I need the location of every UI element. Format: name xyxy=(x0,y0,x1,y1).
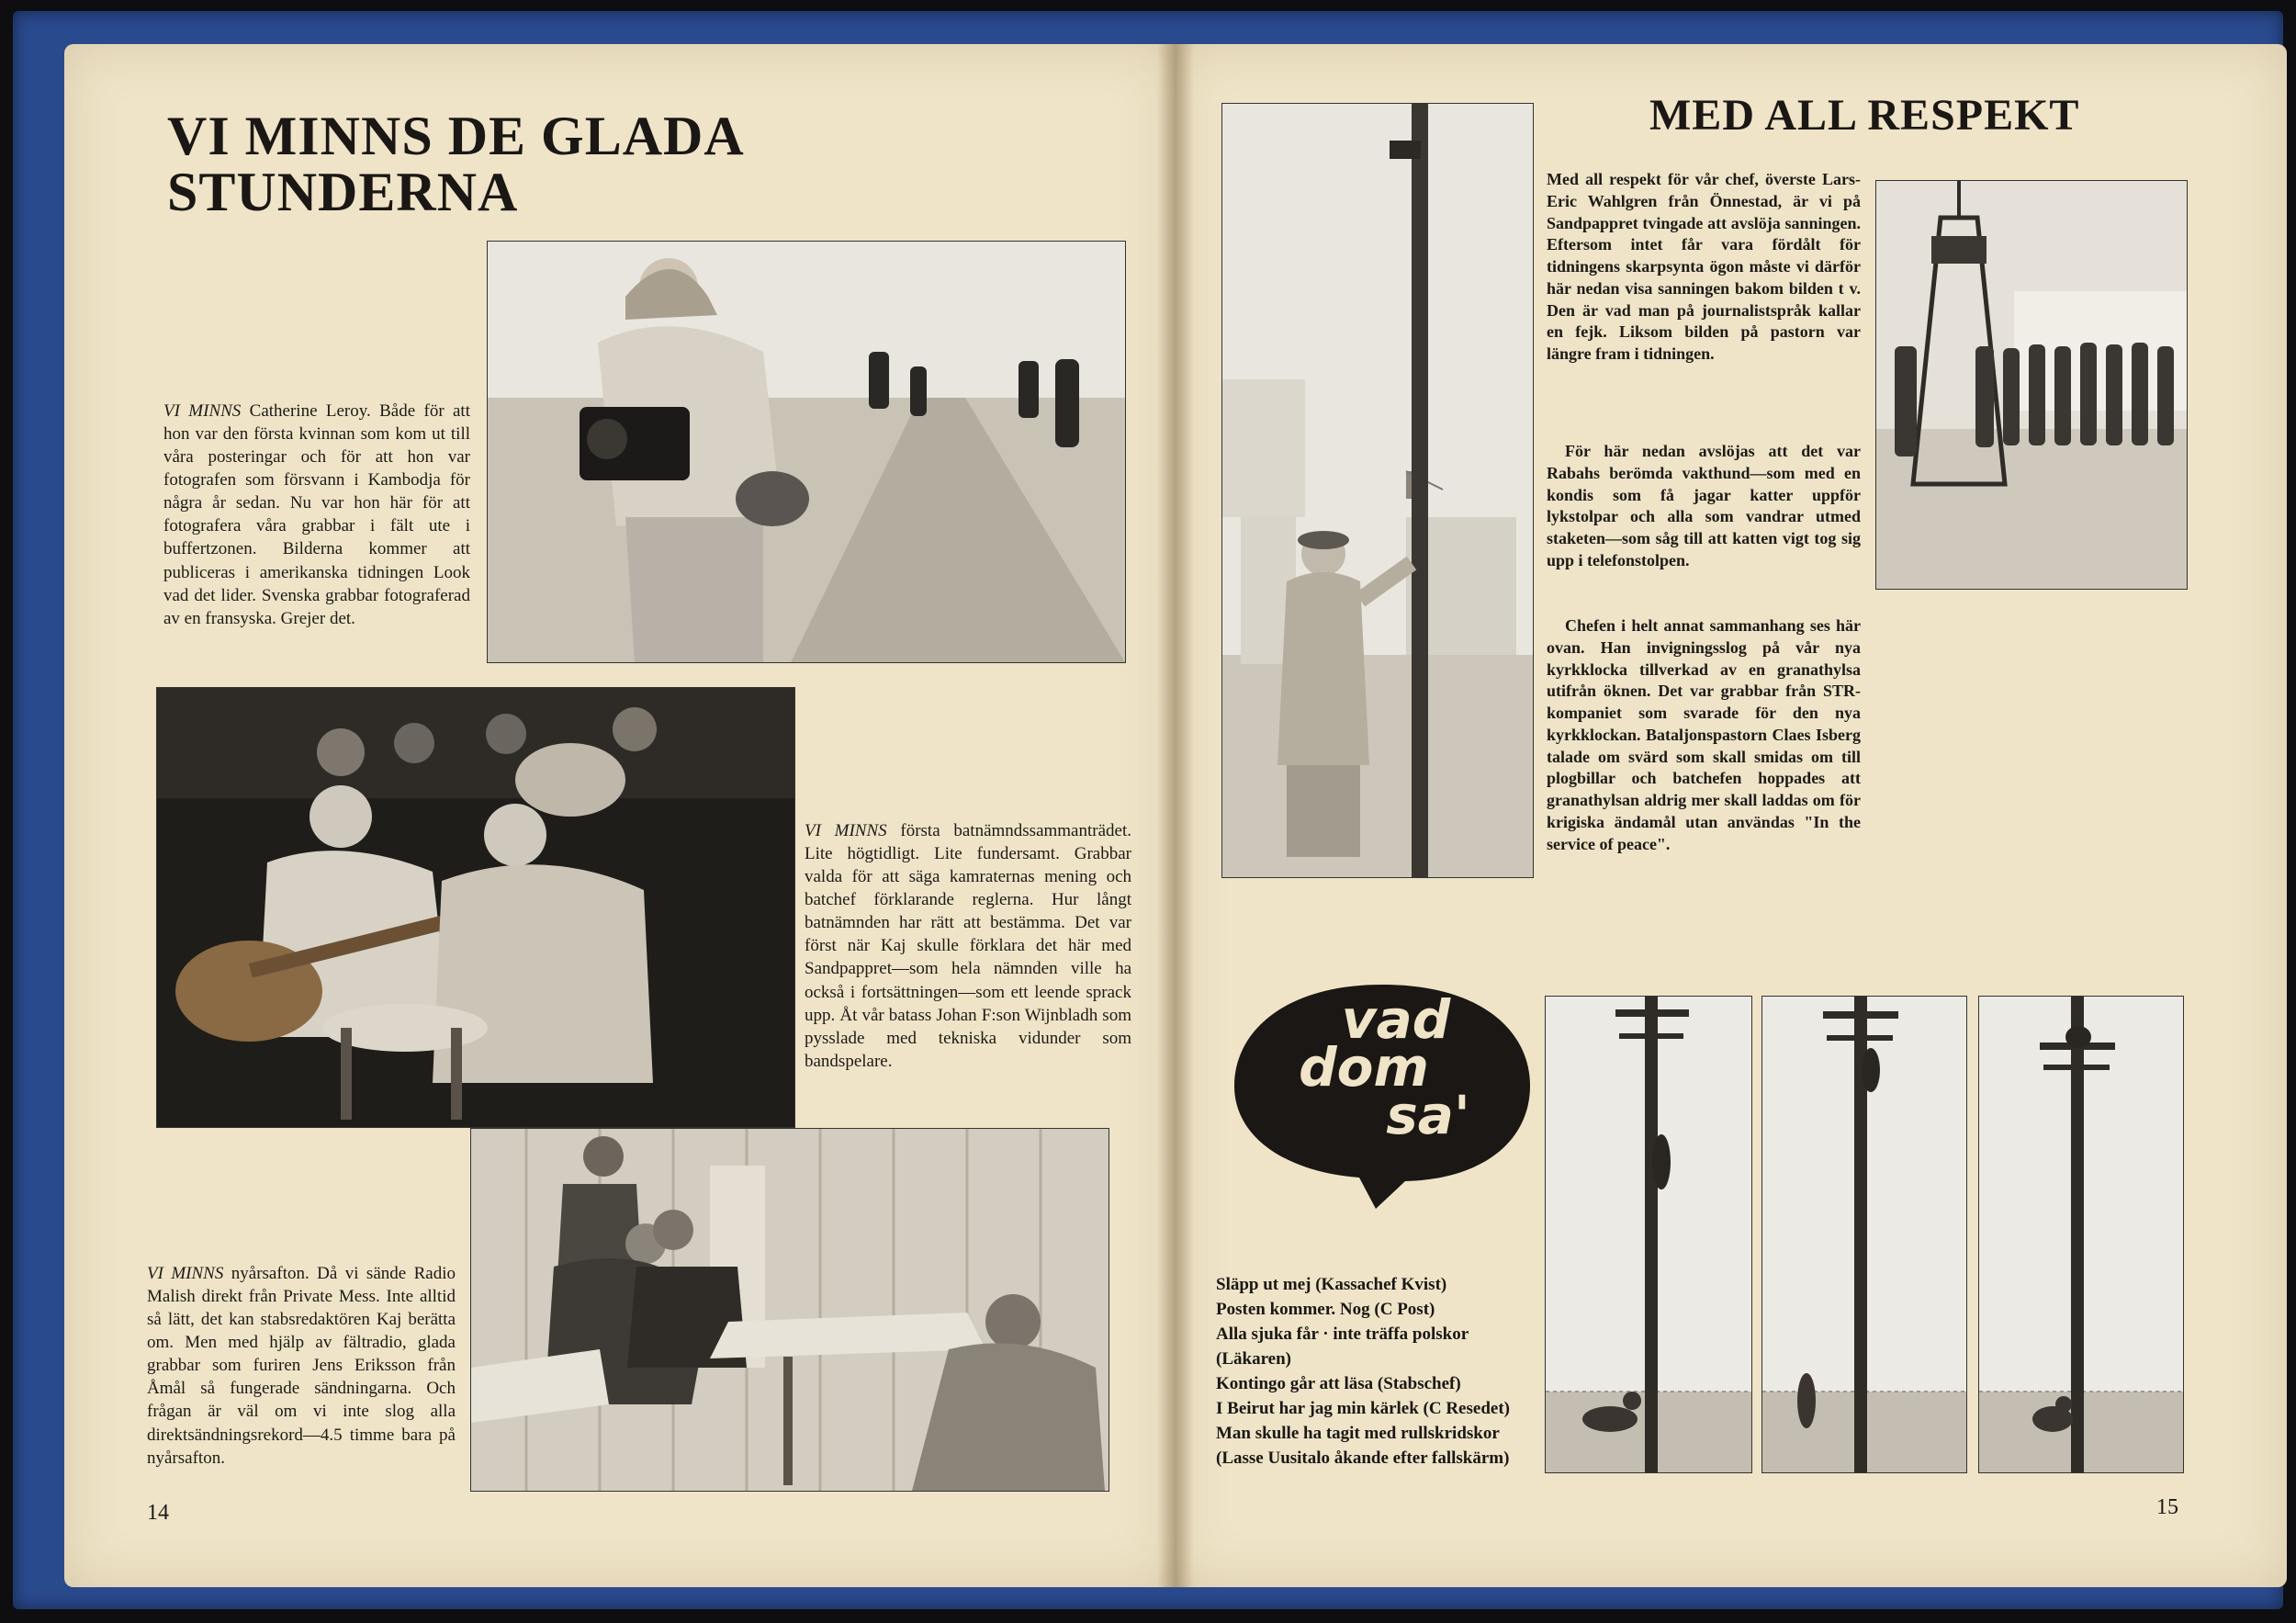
quote-item: (Lasse Uusitalo åkande efter fallskärm) xyxy=(1216,1448,1510,1468)
photo-sequence-1-image xyxy=(1546,997,1751,1472)
left-headline-line2: STUNDERNA xyxy=(167,162,519,223)
photo-officer-telephone-pole xyxy=(1221,103,1534,878)
left-headline xyxy=(167,106,745,223)
photo-sequence-2-image xyxy=(1762,997,1966,1472)
photo-catherine-leroy xyxy=(487,241,1126,663)
logo-word-dom: dom xyxy=(1299,1036,1429,1099)
vad-dom-sa-logo xyxy=(1221,974,1543,1212)
photo-church-bell-inauguration-image xyxy=(1876,181,2187,589)
quotes-list xyxy=(1216,1273,1510,1471)
photo-catherine-leroy-image xyxy=(488,242,1125,662)
page-number-left: 14 xyxy=(147,1501,169,1525)
quote-item: (Läkaren) xyxy=(1216,1348,1291,1369)
leroy-caption-lead: VI MINNS xyxy=(163,401,242,421)
photo-radio-malish-image xyxy=(471,1129,1109,1491)
leroy-caption-text: Catherine Leroy. Både för att hon var den första kvinnan som kom ut till våra posteringar och för att hon var fotografen som försvann i Kambodja för några år sedan. Nu var hon här för att fotografera våra grabbar i fält ute i buffertzonen. Bilderna kommer att publiceras i amerikanska tidningen Look vad det lider. Svenska grabbar fotograferad av en fransyska. Grejer det. xyxy=(163,401,470,628)
logo-word-sa: sa' xyxy=(1386,1084,1470,1147)
quote-item: Kontingo går att läsa (Stabschef) xyxy=(1216,1373,1461,1393)
radio-caption-lead: VI MINNS xyxy=(147,1264,224,1283)
quote-item: I Beirut har jag min kärlek (C Resedet) xyxy=(1216,1398,1510,1418)
leroy-caption xyxy=(163,400,470,630)
quote-item: Posten kommer. Nog (C Post) xyxy=(1216,1299,1435,1319)
left-headline-line1: VI MINNS DE GLADA xyxy=(167,106,745,166)
quote-item: Släpp ut mej (Kassachef Kvist) xyxy=(1216,1275,1447,1294)
photo-sequence-2 xyxy=(1761,996,1967,1473)
right-headline: MED ALL RESPEKT xyxy=(1649,91,2080,140)
radio-caption-text: nyårsafton. Då vi sände Radio Malish direkt från Private Mess. Inte alltid så lätt, det kan stabsredaktören Kaj berätta om. Men med hjälp av fältradio, glada grabbar som furiren Jens Eriksson från Åmål så fungerade sändningarna. Och frågan är väl om vi inte slog alla direktsändningsrekord—4.5 timme bara på nyårsafton. xyxy=(147,1264,456,1468)
photo-sequence-3-image xyxy=(1979,997,2183,1472)
radio-caption xyxy=(147,1262,456,1470)
quote-item: Alla sjuka får · inte träffa polskor xyxy=(1216,1324,1469,1344)
page-number-right: 15 xyxy=(2156,1495,2178,1519)
batnamnd-caption xyxy=(805,819,1131,1073)
quote-item: Man skulle ha tagit med rullskridskor xyxy=(1216,1423,1500,1443)
batnamnd-caption-lead: VI MINNS xyxy=(805,821,887,840)
batnamnd-caption-text: första batnämndssammanträdet. Lite högtidligt. Lite fundersamt. Grabbar valda för att säga kamraternas mening och batchef förklarande reglerna. Hur långt batnämnden har rätt att bestämma. Det var först när Kaj skulle förklara det här med Sandpappret—som hela nämnden ville ha också i fortsättningen—som ett leende sprack upp. Åt vår batass Johan F:son Wijnbladh som pysslade med tekniska vidunder som bandspelare. xyxy=(805,821,1131,1071)
photo-batnamnd-meeting xyxy=(156,687,795,1128)
photo-batnamnd-meeting-image xyxy=(157,688,794,1127)
logo-word-vad: vad xyxy=(1341,988,1451,1051)
respekt-para1: Med all respekt för vår chef, överste Lars-Eric Wahlgren från Önnestad, är vi på Sandpappret tvingade att avslöja sanningen. Eftersom intet får vara fördålt för tidningens skarpsynta ögon måste vi därför här nedan visa sanningen bakom bilden t v. Den är vad man på journalistspråk kallar en fejk. Liksom bilden på pastorn var längre fram i tidningen. xyxy=(1547,170,1861,363)
photo-sequence-3 xyxy=(1978,996,2184,1473)
photo-church-bell-inauguration xyxy=(1875,180,2188,590)
photo-sequence-1 xyxy=(1545,996,1752,1473)
photo-officer-telephone-pole-image xyxy=(1222,104,1533,877)
book-gutter xyxy=(1157,44,1194,1587)
photo-radio-malish xyxy=(470,1128,1109,1492)
respekt-para2: För här nedan avslöjas att det var Rabahs berömda vakthund—som med en kondis som få jagar katter uppför lykstolpar och alla som vandrar utmed staketen—som såg till att katten vigt tog sig upp i telefonstolpen. xyxy=(1547,442,1861,569)
respekt-para3: Chefen i helt annat sammanhang ses här ovan. Han invigningsslog på vår nya kyrkklocka tillverkad av en granathylsa utifrån öknen. Det var grabbar från STR-kompaniet som svarade för den nya kyrkklockan. Bataljonspastorn Claes Isberg talade om svärd som skall smidas om till plogbillar och batchefen hoppades att granathylsan aldrig mer skall laddas om för krigiska ändamål utan användas "In the service of peace". xyxy=(1547,616,1861,853)
